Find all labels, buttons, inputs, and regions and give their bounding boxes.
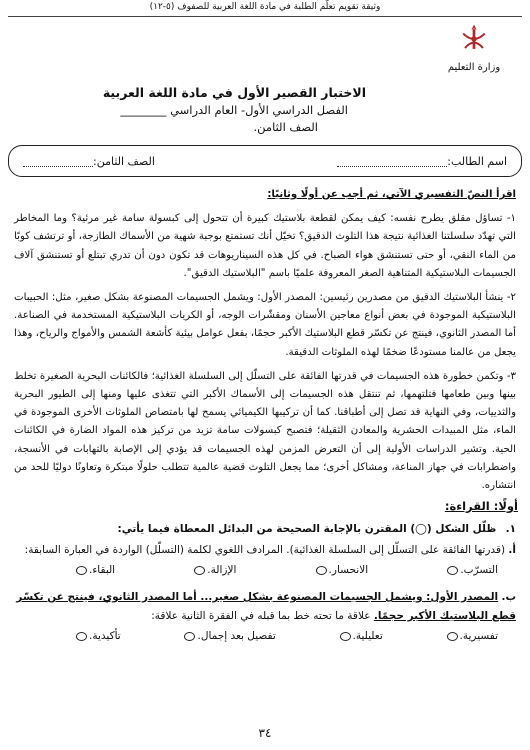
answer-circle-icon[interactable] <box>447 632 458 641</box>
option-b-3[interactable]: تفصيل بعد إجمال. <box>182 627 275 646</box>
option-a-1[interactable]: التسرّب. <box>445 561 498 580</box>
part-a-label: أ. <box>508 544 516 556</box>
part-a-options <box>14 561 516 580</box>
part-b-options <box>14 627 516 646</box>
question-number: ١. <box>505 523 516 535</box>
option-a-4[interactable]: البقاء. <box>74 561 115 580</box>
part-b-text: علاقة ما تحته خط بما قبله في الفقرة الثانية علاقة: <box>151 610 371 622</box>
class-label: الصف الثامن: <box>93 154 155 168</box>
option-a-2[interactable]: الانحسار. <box>314 561 369 580</box>
answer-circle-icon[interactable] <box>76 566 87 575</box>
ministry-name: وزارة التعليم <box>447 62 501 73</box>
document-header: وثيقة تقويم تعلّم الطلبة في مادة اللغة العربية للصفوف (٥-١٢) <box>8 2 522 17</box>
question-part-a <box>14 541 516 580</box>
answer-circle-icon[interactable] <box>194 566 205 575</box>
answer-circle-icon[interactable] <box>340 632 351 641</box>
paragraph-1: ١- تساؤل مقلق يطرح نفسه: كيف يمكن لقطعة بلاستيك كبيرة أن تتحول إلى كبسولة سامة غير مرئية؟ وما المخاطر التي تهدّد سلسلتنا الغذائية نتيجة هذا التلوث الدقيق؟ تخيّل أنك تستمتع بوجبة شهية من الأسماك الطازجة، أو ترتشف كوبًا من الماء النقي، أو حتى تستنشق هواء الصباح. في كل هذه السيناريوهات قد تكون دون أن تدري تبتلع أو تستنشق آلاف الجسيمات البلاستيكية المتناهية الصغر المعروفة علميًا باسم "البلاستيك الدقيق". <box>14 213 516 279</box>
class-field[interactable] <box>23 156 93 167</box>
option-b-1[interactable]: تفسيرية. <box>445 627 498 646</box>
semester-line: الفصل الدراسي الأول- العام الدراسي ________ <box>120 103 348 117</box>
question-text: ظلّل الشكل (◯) المقترن بالإجابة الصحيحة من البدائل المعطاة فيما يأتي: <box>117 523 497 535</box>
ministry-logo <box>434 20 514 73</box>
option-b-2[interactable]: تعليلية. <box>338 627 383 646</box>
question-1 <box>14 520 516 646</box>
student-name-label: اسم الطالب: <box>447 154 507 168</box>
part-a-text: (قدرتها الفائقة على التسلّل إلى السلسلة الغذائية). المرادف اللغوي لكلمة (التسلّل) الواردة في العبارة السابقة: <box>24 544 506 556</box>
answer-circle-icon[interactable] <box>316 566 327 575</box>
student-name-field[interactable] <box>337 156 447 167</box>
instruction: اقرأ النصّ التفسيري الآتي، ثم أجب عن أولًا وثانيًا: <box>267 189 516 200</box>
emblem-icon <box>456 20 492 58</box>
paragraph-2: ٢- ينشأ البلاستيك الدقيق من مصدرين رئيسين: المصدر الأول: ويشمل الجسيمات المصنوعة بشكل صغير، مثل: الحبيبات البلاستيكية الموجودة في بعض أنواع معاجين الأسنان ومقشّرات الوجه، أو الكريات البلاستيكية المستخدمة في الصناعة. أما المصدر الثانوي، فينتج عن تكسّر قطع البلاستيك الأكبر حجمًا، بفعل عوامل بيئية كأشعة الشمس والأمواج والرياح، وهذا يجعل من عالمنا مستودعًا ضخمًا لهذه الملوثات الدقيقة. <box>14 292 516 358</box>
option-b-4[interactable]: تأكيدية. <box>74 627 121 646</box>
student-info-box <box>8 145 522 177</box>
page-number: ٣٤ <box>258 726 272 740</box>
section-title: أولًا: القراءة: <box>444 499 518 513</box>
answer-circle-icon[interactable] <box>76 632 87 641</box>
answer-circle-icon[interactable] <box>184 632 195 641</box>
question-part-b <box>14 588 516 646</box>
reading-passage <box>14 186 516 501</box>
option-a-3[interactable]: الإزالة. <box>192 561 236 580</box>
part-b-label: ب. <box>501 591 516 603</box>
grade-line: الصف الثامن. <box>253 120 318 134</box>
paragraph-3: ٣- وتكمن خطورة هذه الجسيمات في قدرتها الفائقة على التسلّل إلى السلسلة الغذائية؛ فالكائنات البحرية الصغيرة تخلط بينها وبين طعامها فتلتهمها، ثم تنتقل هذه الجسيمات إلى الأسماك الأكبر التي تتغذى عليها ومنها إلى الطيور البحرية والثدييات، وفي النهاية قد تصل إلى أطباقنا. كما أن تركيبها الكيميائي يسمح لها بامتصاص الملوثات الأخرى الموجودة في الماء، مثل المبيدات الحشرية والمعادن الثقيلة؛ فتصبح كبسولات سامة تزيد من تركيز هذه المواد الضارة في الكائنات الحية. وتشير الدراسات الأولية إلى أن التعرض المزمن لهذه الجسيمات قد يؤدي إلى الإصابة بالتهابات في الأنسجة، واضطرابات في جهاز المناعة، ومشاكل أخرى؛ مما يجعل التلوث قضية عالمية تتطلب حلولًا مبتكرة وتعاونًا دوليًا للحد من انتشاره. <box>14 370 516 492</box>
part-b-underlined: المصدر الأول: ويشمل الجسيمات المصنوعة بشكل صغير... أما المصدر الثانوي، فينتج عن تكسّر قطع البلاستيك الأكبر حجمًا. <box>16 591 516 622</box>
answer-circle-icon[interactable] <box>447 566 458 575</box>
exam-title: الاختبار القصير الأول في مادة اللغة العربية <box>102 85 366 100</box>
